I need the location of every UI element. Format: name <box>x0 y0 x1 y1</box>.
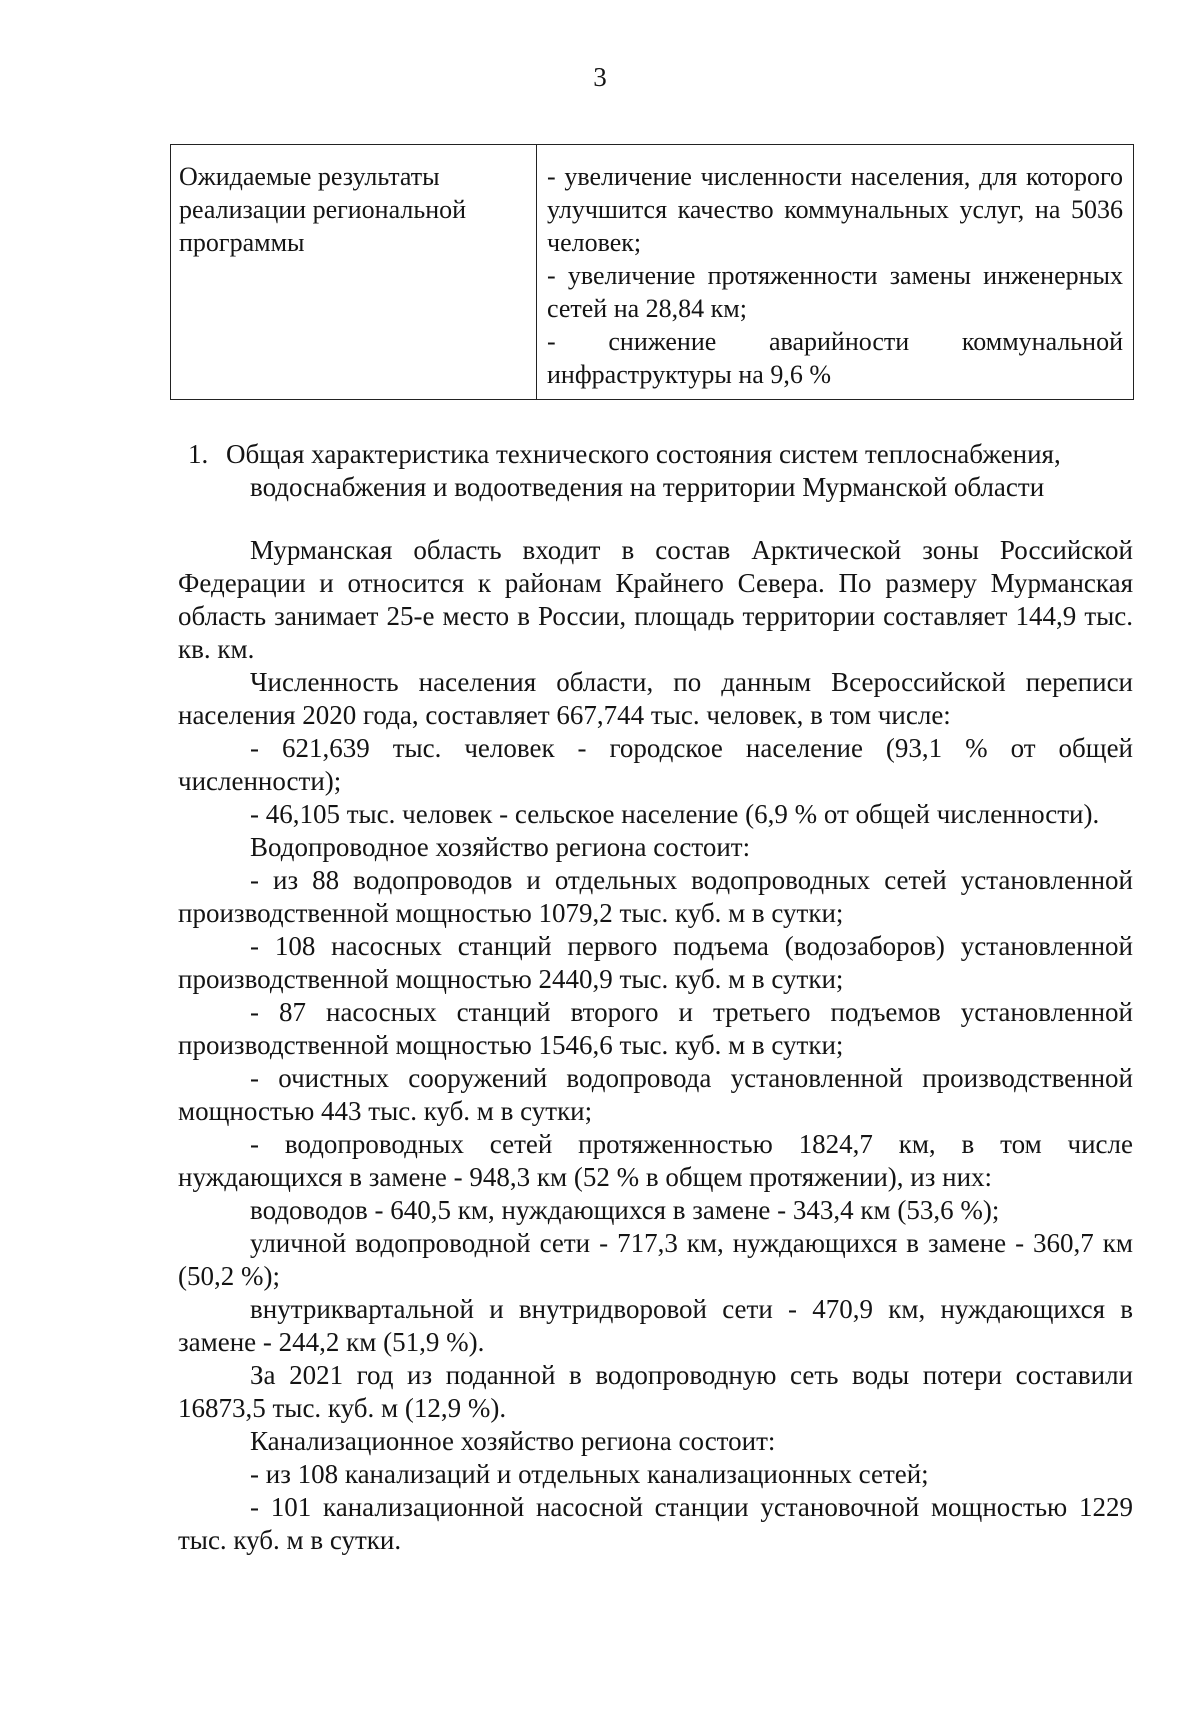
paragraph: - 101 канализационной насосной станции установочной мощностью 1229 тыс. куб. м в сутки. <box>178 1492 1133 1555</box>
table-item: - снижение аварийности коммунальной инфраструктуры на 9,6 % <box>547 327 1123 389</box>
section-title-line1: Общая характеристика технического состояния систем теплоснабжения, <box>226 439 1061 469</box>
table-item: - увеличение численности населения, для которого улучшится качество коммунальных услуг, на 5036 человек; <box>547 162 1123 257</box>
paragraph: - очистных сооружений водопровода установленной производственной мощностью 443 тыс. куб. м в сутки; <box>178 1063 1133 1126</box>
paragraph: - 87 насосных станций второго и третьего подъемов установленной производственной мощностью 1546,6 тыс. куб. м в сутки; <box>178 997 1133 1060</box>
results-table <box>170 144 1134 400</box>
paragraph: - водопроводных сетей протяженностью 1824,7 км, в том числе нуждающихся в замене - 948,3 км (52 % в общем протяжении), из них: <box>178 1129 1133 1192</box>
page-number: 3 <box>593 62 607 92</box>
table-label-cell: Ожидаемые результаты реализации региональной программы <box>171 145 537 399</box>
section-number: 1. <box>188 439 209 469</box>
section-heading <box>188 438 1128 504</box>
paragraph: За 2021 год из поданной в водопроводную сеть воды потери составили 16873,5 тыс. куб. м (12,9 %). <box>178 1360 1133 1423</box>
body-text <box>178 534 1133 1557</box>
table-items-cell <box>537 145 1133 399</box>
paragraph: уличной водопроводной сети - 717,3 км, нуждающихся в замене - 360,7 км (50,2 %); <box>178 1228 1133 1291</box>
table-item: - увеличение протяженности замены инженерных сетей на 28,84 км; <box>547 261 1123 323</box>
paragraph: - 108 насосных станций первого подъема (водозаборов) установленной производственной мощностью 2440,9 тыс. куб. м в сутки; <box>178 931 1133 994</box>
section-title-line2: водоснабжения и водоотведения на территории Мурманской области <box>250 472 1045 502</box>
paragraph: Водопроводное хозяйство региона состоит: <box>250 832 751 862</box>
paragraph: Мурманская область входит в состав Арктической зоны Российской Федерации и относится к районам Крайнего Севера. По размеру Мурманская область занимает 25-е место в России, площадь территории составляет 144,9 тыс. кв. км. <box>178 535 1133 664</box>
paragraph: внутриквартальной и внутридворовой сети - 470,9 км, нуждающихся в замене - 244,2 км (51,9 %). <box>178 1294 1133 1357</box>
paragraph: Канализационное хозяйство региона состоит: <box>250 1426 776 1456</box>
paragraph: Численность населения области, по данным Всероссийской переписи населения 2020 года, составляет 667,744 тыс. человек, в том числе: <box>178 667 1133 730</box>
paragraph: - из 108 канализаций и отдельных канализационных сетей; <box>250 1459 929 1489</box>
paragraph: - 46,105 тыс. человек - сельское население (6,9 % от общей численности). <box>250 799 1100 829</box>
paragraph: водоводов - 640,5 км, нуждающихся в замене - 343,4 км (53,6 %); <box>250 1195 1000 1225</box>
paragraph: - из 88 водопроводов и отдельных водопроводных сетей установленной производственной мощностью 1079,2 тыс. куб. м в сутки; <box>178 865 1133 928</box>
paragraph: - 621,639 тыс. человек - городское население (93,1 % от общей численности); <box>178 733 1133 796</box>
